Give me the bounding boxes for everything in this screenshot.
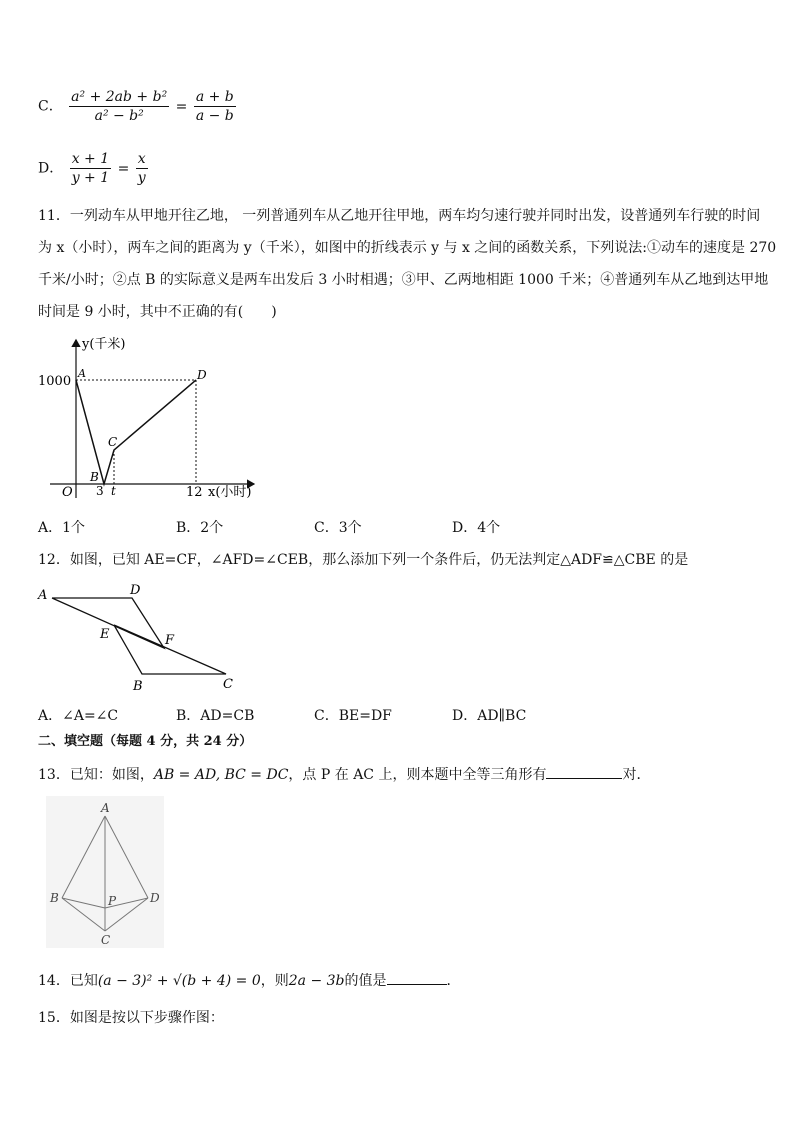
label-p: P (108, 894, 117, 908)
label-a: A (101, 801, 110, 815)
q11-option-d[interactable]: D．4个 (452, 520, 501, 536)
q14-stem: 14．已知(a − 3)² + √(b + 4) = 0，则2a − 3b的值是 ． (38, 970, 461, 991)
q11-line-1: 11．一列动车从甲地开往乙地， 一列普通列车从乙地开往甲地，两车均匀速行驶并同时出发，设普通列车行驶的时间 (38, 208, 761, 224)
option-label: C． (38, 98, 63, 115)
y-tick-1000: 1000 (38, 374, 72, 389)
function-polyline (76, 380, 196, 484)
fraction-lhs: $\frac{x + 1}{y + 1}$ (71, 151, 110, 186)
q14-answer-blank[interactable] (387, 970, 447, 985)
label-a: A (38, 588, 48, 603)
q15-stem: 15．如图是按以下步骤作图： (38, 1010, 224, 1026)
label-c: C (101, 933, 111, 947)
fraction-lhs: $\frac{\text{a² + 2ab + b²}}{\text{a² − b²}}$ (71, 89, 168, 124)
label-d: D (150, 891, 160, 905)
point-b: B (90, 470, 99, 484)
label-c: C (223, 677, 233, 692)
origin-label: O (62, 485, 73, 500)
q10-option-c: C． $\frac{\text{a² + 2ab + b²}}{\text{a² − b²}}$ = $\frac{a + b}{a - b}$ (38, 89, 234, 124)
option-label: D． (38, 160, 64, 177)
q11-option-c[interactable]: C．3个 (314, 520, 362, 536)
fraction-rhs: $\frac{a + b}{a - b}$ (195, 89, 234, 124)
point-d: D (197, 368, 207, 382)
point-a: A (78, 367, 86, 380)
x-axis-label: x(小时) (208, 485, 252, 500)
q13-stem: 13．已知：如图，AB = AD, BC = DC，点 P 在 AC 上，则本题中全等三角形有 对． (38, 764, 650, 785)
q14-expression: 2a − 3b (288, 973, 345, 989)
label-e: E (100, 627, 110, 642)
x-tick-t: t (111, 484, 116, 498)
q12-option-c[interactable]: C．BE=DF (314, 708, 392, 724)
label-b: B (133, 679, 143, 694)
q11-line-3: 千米/小时；②点 B 的实际意义是两车出发后 3 小时相遇；③甲、乙两地相距 1000 千米；④普通列车从乙地到达甲地 (38, 272, 769, 288)
q12-figure (34, 580, 244, 694)
q12-option-d[interactable]: D．AD∥BC (452, 708, 527, 724)
q11-option-a[interactable]: A．1个 (38, 520, 86, 536)
label-d: D (130, 583, 141, 598)
q12-stem: 12．如图，已知 AE=CF，∠AFD=∠CEB，那么添加下列一个条件后，仍无法判定△ADF≌△CBE 的是 (38, 552, 689, 568)
q12-option-b[interactable]: B．AD=CB (176, 708, 255, 724)
y-axis-label: y(千米) (82, 337, 126, 352)
x-tick-3: 3 (96, 484, 104, 498)
q13-figure (46, 796, 164, 948)
q10-option-d: D． $\frac{x + 1}{y + 1}$ = $\frac{x}{y}$ (38, 151, 146, 186)
q11-line-2: 为 x（小时），两车之间的距离为 y（千米），如图中的折线表示 y 与 x 之间的函数关系，下列说法:①动车的速度是 270 (38, 240, 777, 256)
section-heading: 二、填空题（每题 4 分，共 24 分） (38, 734, 253, 749)
q13-math: AB = AD, BC = DC (153, 767, 289, 783)
q11-option-b[interactable]: B．2个 (176, 520, 224, 536)
q13-answer-blank[interactable] (546, 764, 622, 779)
x-tick-12: 12 (186, 485, 203, 500)
q11-line-4: 时间是 9 小时，其中不正确的有( ) (38, 304, 277, 320)
label-b: B (50, 891, 59, 905)
fraction-rhs: $\frac{x}{y}$ (137, 151, 146, 186)
q12-option-a[interactable]: A．∠A=∠C (38, 708, 119, 724)
label-f: F (165, 633, 175, 648)
q11-graph (36, 330, 266, 502)
q14-equation: (a − 3)² + √(b + 4) = 0 (97, 973, 261, 989)
point-c: C (108, 435, 118, 449)
